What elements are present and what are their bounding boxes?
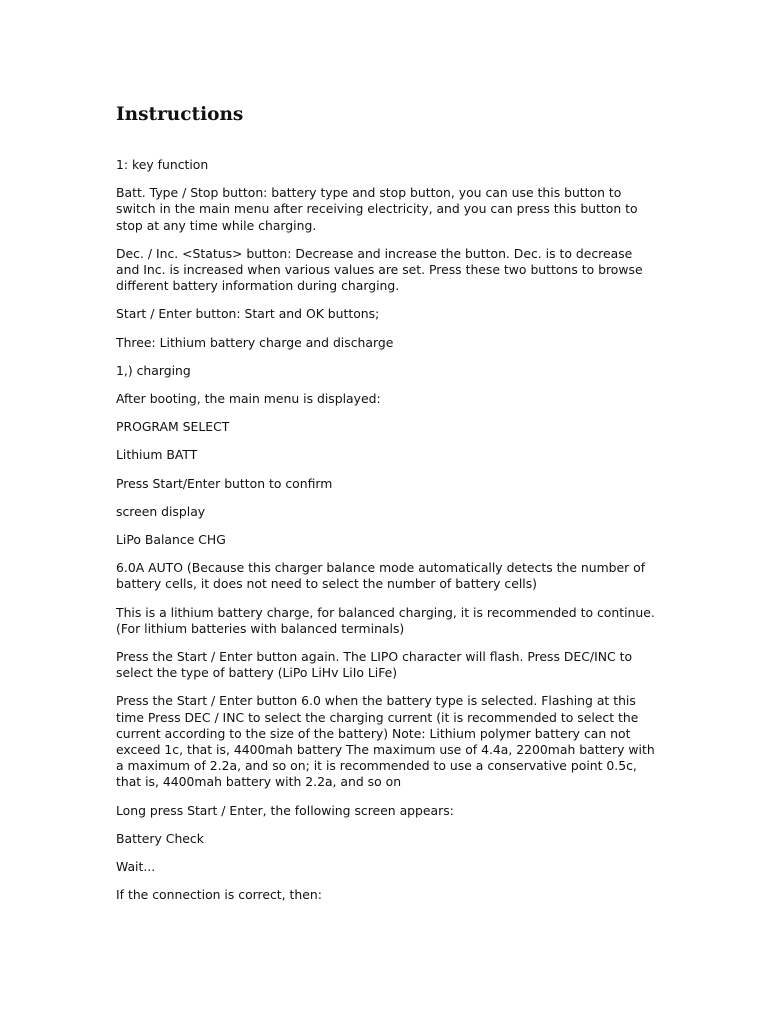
paragraph-charging: 1,) charging — [116, 362, 191, 378]
paragraph-key-function: 1: key function — [116, 157, 209, 172]
paragraph-program-select: PROGRAM SELECT — [116, 419, 230, 435]
paragraph-batt-type-stop: Batt. Type / Stop button: battery type and stop button, you can use this button to switch in the main menu after receiving electricity, and you can press this button to stop at any time while charging. — [116, 185, 638, 233]
document-page — [116, 103, 656, 916]
paragraph-balanced-charge: This is a lithium battery charge, for balanced charging, it is recommended to continue. (For lithium batteries with balanced terminals) — [116, 604, 655, 636]
paragraph-select-current: Press the Start / Enter button 6.0 when the battery type is selected. Flashing at this time Press DEC / INC to select the charging current (it is recommended to select the current according to the size of the battery) Note: Lithium polymer battery can not exceed 1c, that is, 4400mah battery The maximum use of 4.4a, 2200mah battery with a maximum of 2.2a, and so on; it is recommended to use a conservative point 0.5c, that is, 4400mah battery with 2.2a, and so on — [116, 693, 655, 790]
paragraph-lipo-balance: LiPo Balance CHG — [116, 532, 226, 548]
paragraph-after-booting: After booting, the main menu is displayed: — [116, 391, 381, 407]
paragraph-press-confirm: Press Start/Enter button to confirm — [116, 475, 333, 491]
paragraph-wait: Wait... — [116, 859, 156, 875]
document-title: Instructions — [116, 104, 244, 125]
paragraph-long-press: Long press Start / Enter, the following screen appears: — [116, 802, 454, 818]
paragraph-connection-correct: If the connection is correct, then: — [116, 887, 322, 903]
paragraph-start-enter: Start / Enter button: Start and OK buttons; — [116, 306, 380, 322]
paragraph-dec-inc: Dec. / Inc. <Status> button: Decrease and increase the button. Dec. is to decrease and Inc. is increased when various values are set. Press these two buttons to browse different battery information during charging. — [116, 245, 643, 294]
paragraph-select-type: Press the Start / Enter button again. The LIPO character will flash. Press DEC/INC to select the type of battery (LiPo LiHv LiIo LiFe) — [116, 649, 633, 681]
paragraph-section-three: Three: Lithium battery charge and discharge — [116, 334, 394, 350]
paragraph-lithium-batt: Lithium BATT — [116, 447, 198, 463]
paragraph-battery-check: Battery Check — [116, 830, 204, 846]
paragraph-screen-display: screen display — [116, 503, 206, 519]
paragraph-auto-mode: 6.0A AUTO (Because this charger balance mode automatically detects the number of battery cells, it does not need to select the number of battery cells) — [116, 560, 646, 592]
